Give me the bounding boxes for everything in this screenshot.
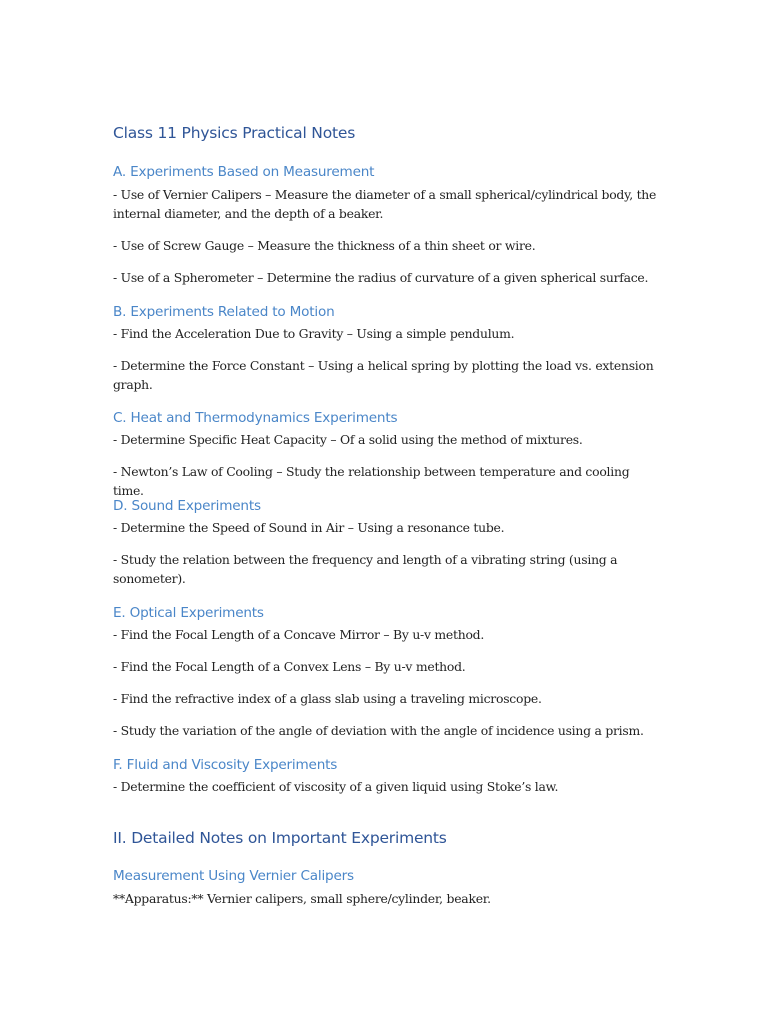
section-heading-e: E. Optical Experiments [113,605,264,621]
section-heading-c: C. Heat and Thermodynamics Experiments [113,410,398,426]
section-c-item-1: - Determine Specific Heat Capacity – Of a solid using the method of mixtures. [113,432,583,447]
section-a-item-1: - Use of Vernier Calipers – Measure the diameter of a small spherical/cylindrical body, the internal diameter, and the depth of a beaker. [113,187,657,221]
section-b-item-1: - Find the Acceleration Due to Gravity – Using a simple pendulum. [113,326,515,341]
subsection-text: **Apparatus:** Vernier calipers, small sphere/cylinder, beaker. [113,891,491,906]
section-d-item-2: - Study the relation between the frequency and length of a vibrating string (using a sonometer). [113,552,618,586]
section-heading-d: D. Sound Experiments [113,498,261,514]
section-e-item-4: - Study the variation of the angle of deviation with the angle of incidence using a prism. [113,723,644,738]
section-c-item-2: - Newton’s Law of Cooling – Study the relationship between temperature and cooling time. [113,464,630,498]
section-e-item-3: - Find the refractive index of a glass slab using a traveling microscope. [113,691,542,706]
subsection-heading: Measurement Using Vernier Calipers [113,868,354,884]
section-a-item-3: - Use of a Spherometer – Determine the radius of curvature of a given spherical surface. [113,270,649,285]
section-d-item-1: - Determine the Speed of Sound in Air – Using a resonance tube. [113,520,505,535]
part-2-heading: II. Detailed Notes on Important Experiments [113,829,447,847]
section-heading-b: B. Experiments Related to Motion [113,304,335,320]
section-f-item-1: - Determine the coefficient of viscosity of a given liquid using Stoke’s law. [113,779,559,794]
section-e-item-1: - Find the Focal Length of a Concave Mirror – By u-v method. [113,627,485,642]
section-heading-f: F. Fluid and Viscosity Experiments [113,757,338,773]
section-b-item-2: - Determine the Force Constant – Using a helical spring by plotting the load vs. extension graph. [113,358,654,392]
section-a-item-2: - Use of Screw Gauge – Measure the thickness of a thin sheet or wire. [113,238,536,253]
section-e-item-2: - Find the Focal Length of a Convex Lens – By u-v method. [113,659,466,674]
section-heading-a: A. Experiments Based on Measurement [113,164,375,180]
document-title: Class 11 Physics Practical Notes [113,124,356,142]
